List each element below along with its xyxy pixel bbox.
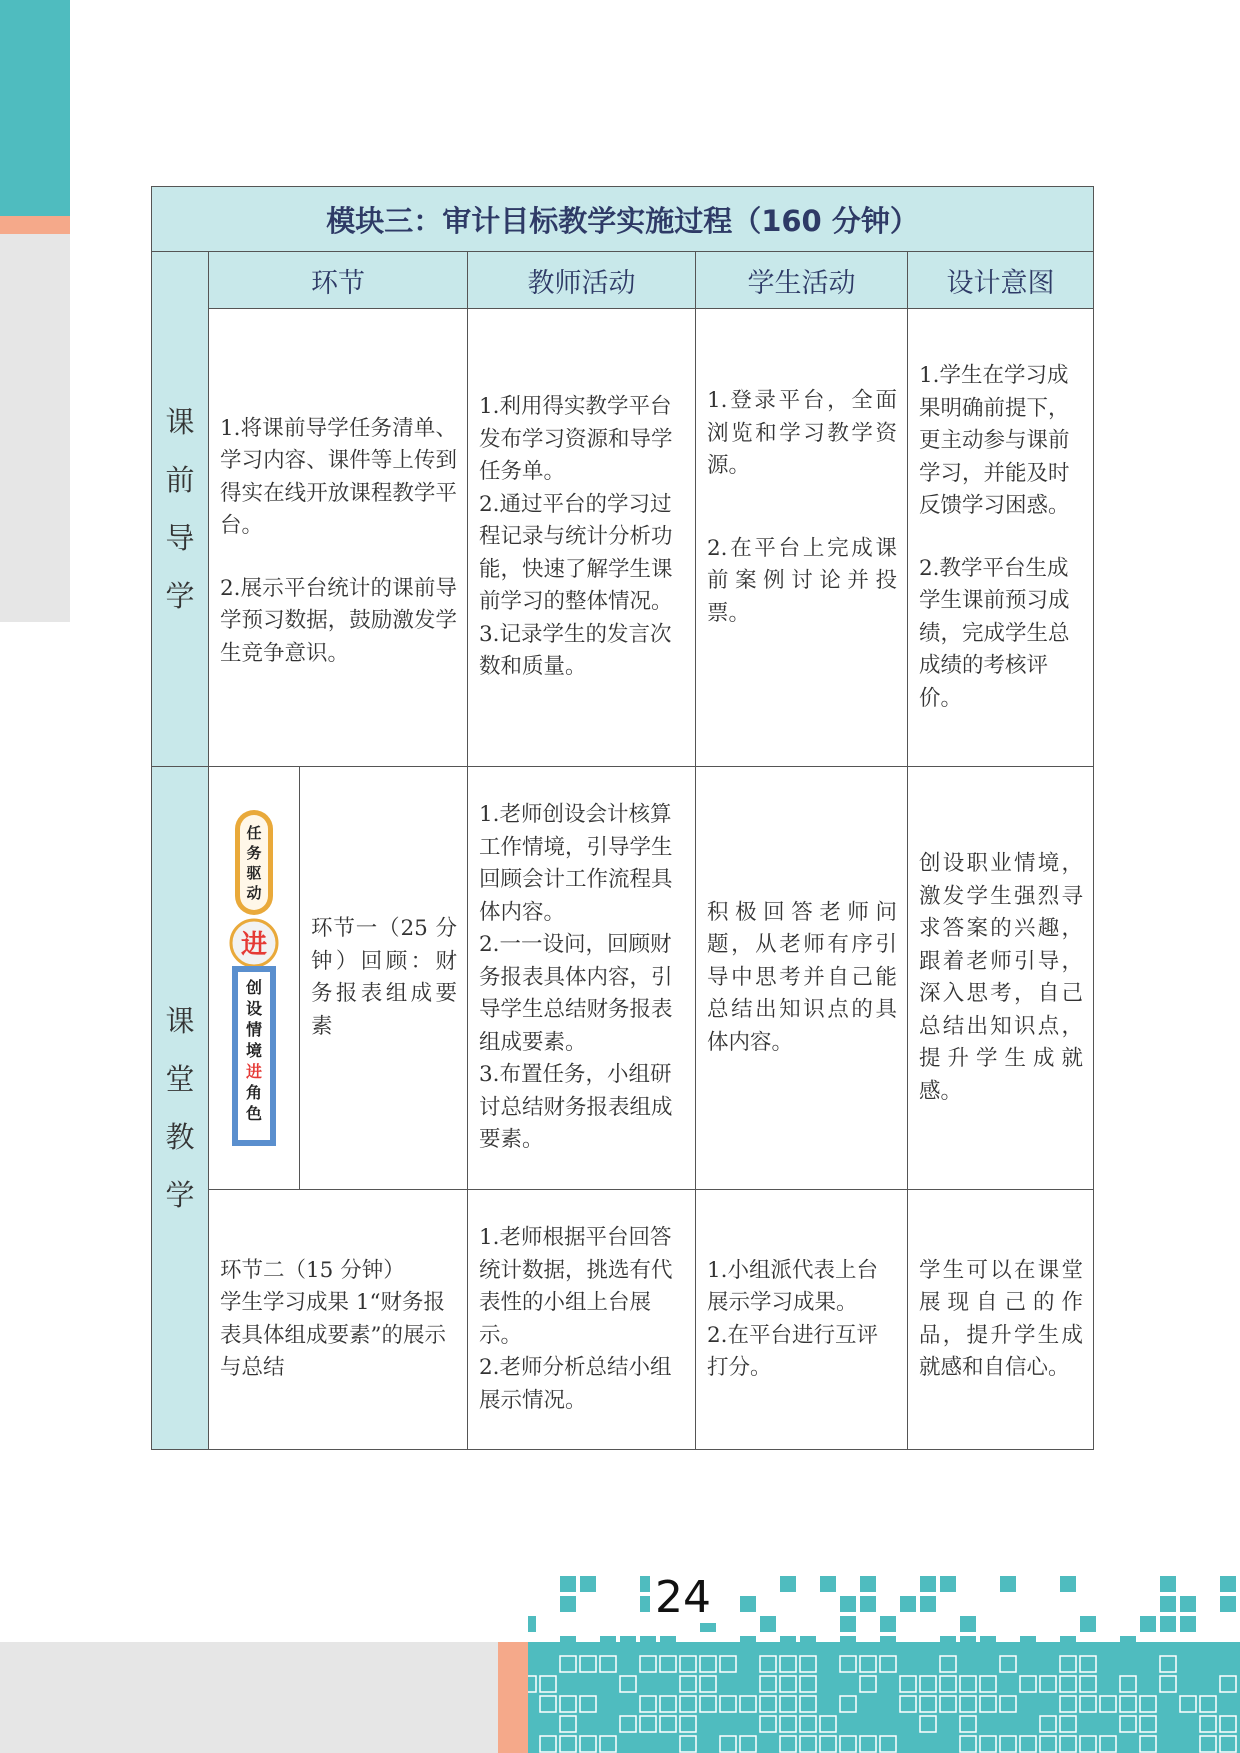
mosaic-outline: [760, 1696, 776, 1712]
mosaic-outline: [800, 1656, 816, 1672]
mosaic-outline: [1060, 1656, 1076, 1672]
mosaic-tile: [740, 1596, 756, 1612]
mosaic-outline: [700, 1676, 716, 1692]
mosaic-outline: [880, 1736, 896, 1752]
mosaic-outline: [1140, 1696, 1156, 1712]
mosaic-tile: [780, 1576, 796, 1592]
badge-middle-text: 进: [240, 930, 268, 960]
mosaic-outline: [820, 1736, 836, 1752]
mosaic-outline: [1060, 1676, 1076, 1692]
mosaic-outline: [1020, 1676, 1036, 1692]
mosaic-tile: [660, 1636, 676, 1652]
header-design: 设计意图: [908, 252, 1094, 309]
mosaic-outline: [1080, 1736, 1096, 1752]
mosaic-outline: [540, 1676, 556, 1692]
decor-gray-side-bar: [0, 234, 70, 622]
mosaic-outline: [840, 1656, 856, 1672]
badge-bottom-char: 创: [245, 978, 263, 997]
preclass-student-p1: 1.登录平台，全面浏览和学习教学资源。: [707, 388, 897, 478]
mosaic-outline: [960, 1676, 976, 1692]
mosaic-tile: [960, 1616, 976, 1632]
mosaic-outline: [860, 1736, 876, 1752]
mosaic-outline: [1040, 1716, 1056, 1732]
mosaic-outline: [1160, 1656, 1176, 1672]
mosaic-outline: [1040, 1736, 1056, 1752]
mosaic-outline: [1140, 1716, 1156, 1732]
mosaic-tile: [560, 1576, 576, 1592]
stage2-student-cell: [696, 1190, 908, 1450]
section-inclass-text: 课堂教学: [165, 1004, 195, 1212]
mosaic-tile: [920, 1576, 936, 1592]
mosaic-outline: [540, 1736, 556, 1752]
mosaic-outline: [640, 1656, 656, 1672]
mosaic-outline: [940, 1656, 956, 1672]
mosaic-outline: [780, 1656, 796, 1672]
badge-bottom-char: 设: [245, 999, 263, 1018]
page-number: 24: [650, 1572, 716, 1623]
section-preclass-text: 课前导学: [165, 405, 195, 613]
mosaic-outline: [1200, 1696, 1216, 1712]
stage1-student-text: 积极回答老师问题，从老师有序引导中思考并自己能总结出知识点的具体内容。: [707, 899, 897, 1055]
badge-bottom-char: 情: [245, 1020, 263, 1039]
mosaic-outline: [660, 1696, 676, 1712]
mosaic-outline: [700, 1696, 716, 1712]
mosaic-tile: [820, 1576, 836, 1592]
mosaic-outline: [780, 1736, 796, 1752]
mosaic-tile: [640, 1636, 656, 1652]
header-teacher: 教师活动: [468, 252, 696, 309]
mosaic-outline: [1180, 1696, 1196, 1712]
badge-bottom-char: 角: [245, 1083, 263, 1102]
mosaic-tile: [860, 1576, 876, 1592]
mosaic-outline: [1200, 1736, 1216, 1752]
mosaic-tile: [740, 1636, 756, 1652]
mosaic-outline: [840, 1736, 856, 1752]
mosaic-tile: [620, 1636, 636, 1652]
mosaic-outline: [620, 1676, 636, 1692]
mosaic-tile: [1160, 1576, 1176, 1592]
preclass-teacher-text: 1.利用得实教学平台发布学习资源和导学任务单。 2.通过平台的学习过程记录与统计分析功能，快速了解学生课前学习的整体情况。 3.记录学生的发言次数和质量。: [479, 394, 673, 680]
stage2-teacher-cell: [468, 1190, 696, 1450]
badge-bottom-char: 境: [245, 1041, 263, 1060]
mosaic-tile: [1060, 1636, 1076, 1652]
mosaic-outline: [600, 1736, 616, 1752]
mosaic-tile: [840, 1636, 856, 1652]
mosaic-outline: [560, 1696, 576, 1712]
stage1-text: 环节一（25 分钟）回顾：财务报表组成要素: [311, 916, 457, 1039]
mosaic-outline: [1060, 1716, 1076, 1732]
mosaic-tile: [880, 1636, 896, 1652]
stage2-text: 环节二（15 分钟） 学生学习成果 1“财务报表具体组成要素”的展示与总结: [220, 1257, 446, 1380]
preclass-stage-p1: 1.将课前导学任务清单、学习内容、课件等上传到得实在线开放课程教学平台。: [220, 415, 457, 539]
badge-bottom-char: 色: [245, 1104, 263, 1123]
mosaic-tile: [560, 1636, 576, 1652]
mosaic-outline: [1160, 1676, 1176, 1692]
badge-top-char-2: 务: [246, 844, 262, 862]
mosaic-outline: [680, 1716, 696, 1732]
badge-top-char-1: 任: [246, 824, 262, 842]
mosaic-tile: [900, 1596, 916, 1612]
mosaic-outline: [740, 1696, 756, 1712]
preclass-student-cell: [696, 309, 908, 767]
mosaic-outline: [920, 1696, 936, 1712]
mosaic-outline: [1020, 1736, 1036, 1752]
mosaic-outline: [1220, 1716, 1236, 1732]
mosaic-tile: [560, 1596, 576, 1612]
stage1-student-cell: [696, 767, 908, 1190]
mosaic-tile: [600, 1636, 616, 1652]
mosaic-tile: [1140, 1616, 1156, 1632]
mosaic-outline: [840, 1696, 856, 1712]
mosaic-outline: [1140, 1736, 1156, 1752]
mosaic-outline: [700, 1656, 716, 1672]
badge-bottom-char: 进: [245, 1062, 263, 1081]
mosaic-outline: [620, 1716, 636, 1732]
mosaic-tile: [1180, 1616, 1196, 1632]
mosaic-outline: [800, 1696, 816, 1712]
mosaic-tile: [1180, 1596, 1196, 1612]
stage2-cell: [209, 1190, 468, 1450]
mosaic-tile: [840, 1616, 856, 1632]
mosaic-outline: [540, 1696, 556, 1712]
mosaic-tile: [1000, 1576, 1016, 1592]
mosaic-outline: [1000, 1656, 1016, 1672]
mosaic-tile: [960, 1636, 976, 1652]
mosaic-tile: [940, 1636, 956, 1652]
mosaic-outline: [780, 1696, 796, 1712]
mosaic-outline: [960, 1696, 976, 1712]
mosaic-outline: [800, 1676, 816, 1692]
preclass-student-p2: 2.在平台上完成课前案例讨论并投票。: [707, 535, 897, 626]
mosaic-outline: [960, 1736, 976, 1752]
mosaic-tile: [860, 1596, 876, 1612]
mosaic-outline: [528, 1676, 536, 1692]
mosaic-outline: [740, 1736, 756, 1752]
preclass-stage-p2: 2.展示平台统计的课前导学预习数据，鼓励激发学生竞争意识。: [220, 575, 457, 666]
mosaic-outline: [640, 1716, 656, 1732]
badge-top-char-4: 动: [246, 884, 262, 902]
lesson-table: [151, 186, 1094, 1450]
mosaic-tile: [760, 1616, 776, 1632]
mosaic-outline: [940, 1696, 956, 1712]
decor-mosaic-pattern: [528, 1574, 1240, 1753]
mosaic-outline: [1220, 1676, 1236, 1692]
mosaic-outline: [1080, 1696, 1096, 1712]
badge-top-char-3: 驱: [246, 864, 262, 882]
decor-orange-top-bar: [0, 216, 70, 234]
mosaic-outline: [1120, 1696, 1136, 1712]
mosaic-outline: [1000, 1696, 1016, 1712]
badge-cell: [209, 767, 300, 1190]
section-inclass-label: [152, 767, 209, 1450]
mosaic-outline: [720, 1736, 736, 1752]
mosaic-outline: [760, 1676, 776, 1692]
mosaic-outline: [880, 1656, 896, 1672]
mosaic-outline: [680, 1736, 696, 1752]
decor-orange-bottom-band: [498, 1642, 528, 1753]
mosaic-outline: [720, 1696, 736, 1712]
mosaic-outline: [640, 1696, 656, 1712]
preclass-stage-cell: [209, 309, 468, 767]
mosaic-tile: [528, 1616, 536, 1632]
mosaic-outline: [680, 1656, 696, 1672]
mosaic-outline: [1200, 1716, 1216, 1732]
mosaic-outline: [760, 1656, 776, 1672]
mosaic-outline: [940, 1676, 956, 1692]
mosaic-tile: [1220, 1596, 1236, 1612]
mosaic-outline: [760, 1716, 776, 1732]
mosaic-outline: [580, 1736, 596, 1752]
decor-gray-bottom-band: [0, 1642, 498, 1753]
mosaic-outline: [860, 1656, 876, 1672]
mosaic-outline: [1040, 1676, 1056, 1692]
mosaic-outline: [660, 1716, 676, 1732]
mosaic-tile: [940, 1576, 956, 1592]
mosaic-outline: [560, 1716, 576, 1732]
mosaic-outline: [1080, 1676, 1096, 1692]
mosaic-outline: [900, 1676, 916, 1692]
mosaic-outline: [900, 1696, 916, 1712]
mosaic-outline: [980, 1676, 996, 1692]
stage1-design-cell: [908, 767, 1094, 1190]
mosaic-outline: [660, 1656, 676, 1672]
decor-teal-top-bar: [0, 0, 70, 216]
mosaic-outline: [780, 1716, 796, 1732]
mosaic-tile: [1120, 1636, 1136, 1652]
mosaic-tile: [980, 1636, 996, 1652]
mosaic-tile: [780, 1636, 796, 1652]
mosaic-outline: [920, 1716, 936, 1732]
mosaic-outline: [1120, 1676, 1136, 1692]
header-student: 学生活动: [696, 252, 908, 309]
preclass-design-cell: [908, 309, 1094, 767]
mosaic-outline: [1060, 1696, 1076, 1712]
mosaic-tile: [920, 1596, 936, 1612]
table-title: 模块三：审计目标教学实施过程（160 分钟）: [152, 187, 1094, 252]
mosaic-outline: [720, 1656, 736, 1672]
mosaic-outline: [800, 1736, 816, 1752]
section-preclass-label: [152, 252, 209, 767]
mosaic-tile: [1160, 1616, 1176, 1632]
mosaic-outline: [600, 1656, 616, 1672]
mosaic-outline: [680, 1676, 696, 1692]
mosaic-outline: [1100, 1736, 1116, 1752]
preclass-teacher-cell: [468, 309, 696, 767]
mosaic-tile: [1080, 1616, 1096, 1632]
mosaic-tile: [800, 1636, 816, 1652]
mosaic-outline: [960, 1716, 976, 1732]
header-stage: 环节: [209, 252, 468, 309]
mosaic-tile: [1160, 1596, 1176, 1612]
mosaic-outline: [860, 1676, 876, 1692]
mosaic-tile: [1020, 1636, 1036, 1652]
mosaic-outline: [980, 1696, 996, 1712]
mosaic-outline: [1060, 1736, 1076, 1752]
preclass-design-p1: 1.学生在学习成果明确前提下，更主动参与课前学习，并能及时反馈学习困惑。: [919, 363, 1070, 518]
stage1-design-text: 创设职业情境，激发学生强烈寻求答案的兴趣，跟着老师引导，深入思考，自己总结出知识点，提升学生成就感。: [919, 851, 1084, 1104]
mosaic-outline: [580, 1696, 596, 1712]
task-driven-badge: [229, 808, 279, 1148]
preclass-design-p2: 2.教学平台生成学生课前预习成绩，完成学生总成绩的考核评价。: [919, 555, 1070, 711]
mosaic-outline: [560, 1736, 576, 1752]
mosaic-outline: [1100, 1696, 1116, 1712]
stage1-teacher-text: 1.老师创设会计核算工作情境，引导学生回顾会计工作流程具体内容。 2.一一设问，回顾财务报表具体内容，引导学生总结财务报表组成要素。 3.布置任务，小组研讨总结财务报表组成要素。: [479, 802, 673, 1153]
mosaic-outline: [560, 1656, 576, 1672]
stage2-design-text: 学生可以在课堂展现自己的作品，提升学生成就感和自信心。: [919, 1257, 1084, 1380]
mosaic-outline: [1220, 1736, 1236, 1752]
mosaic-outline: [1120, 1716, 1136, 1732]
mosaic-outline: [920, 1676, 936, 1692]
stage2-design-cell: [908, 1190, 1094, 1450]
mosaic-outline: [820, 1716, 836, 1732]
stage1-teacher-cell: [468, 767, 696, 1190]
mosaic-outline: [1080, 1656, 1096, 1672]
mosaic-tile: [880, 1616, 896, 1632]
badge-bottom-text: [245, 978, 262, 1123]
mosaic-tile: [1220, 1576, 1236, 1592]
stage2-teacher-text: 1.老师根据平台回答统计数据，挑选有代表性的小组上台展示。 2.老师分析总结小组展示情况。: [479, 1225, 673, 1413]
stage2-student-text: 1.小组派代表上台展示学习成果。 2.在平台进行互评打分。: [707, 1257, 879, 1380]
mosaic-tile: [840, 1596, 856, 1612]
mosaic-outline: [980, 1736, 996, 1752]
mosaic-tile: [1060, 1576, 1076, 1592]
mosaic-outline: [780, 1676, 796, 1692]
mosaic-tile: [580, 1576, 596, 1592]
mosaic-outline: [580, 1656, 596, 1672]
stage1-cell: [300, 767, 468, 1190]
mosaic-outline: [680, 1696, 696, 1712]
mosaic-outline: [800, 1716, 816, 1732]
mosaic-outline: [1000, 1736, 1016, 1752]
